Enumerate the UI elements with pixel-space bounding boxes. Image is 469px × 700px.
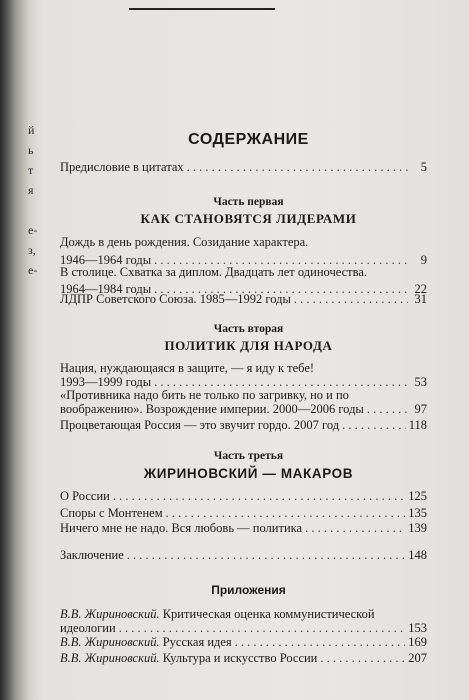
leader-dots [305, 520, 405, 537]
part-label: Часть первая [213, 196, 284, 208]
part-title: ЖИРИНОВСКИЙ — МАКАРОВ [143, 466, 354, 481]
part-label: Часть вторая [213, 323, 284, 335]
entry-title: ЛДПР Советского Союза. 1985—1992 годы [60, 292, 291, 306]
leader-dots [113, 488, 405, 505]
page-number: 148 [408, 548, 427, 562]
entry-title-wrap [60, 650, 317, 667]
toc-entry[interactable] [60, 520, 427, 537]
margin-fragment: я [28, 183, 34, 197]
page-number: 125 [408, 489, 427, 503]
book-spine-shadow [0, 0, 28, 700]
toc-entry[interactable] [60, 401, 427, 418]
toc-entry-line[interactable]: «Противника надо бить не только по загривку, но и по [60, 388, 349, 402]
entry-title: воображению». Возрождение империи. 2000—2006 годы [60, 402, 364, 416]
page-number: 139 [408, 521, 427, 535]
entry-title: идеологии [60, 621, 116, 635]
appendix-heading: Приложения [211, 583, 286, 597]
page-number: 207 [408, 651, 427, 665]
part-title: КАК СТАНОВЯТСЯ ЛИДЕРАМИ [140, 211, 357, 226]
page-number: 31 [414, 292, 427, 306]
page-number: 22 [414, 282, 427, 296]
toc-entry[interactable] [60, 650, 427, 667]
margin-fragment: т [28, 163, 34, 177]
leader-dots [294, 291, 408, 308]
entry-title: Споры с Монтенем [60, 506, 163, 520]
top-rule [129, 8, 275, 10]
toc-entry-line[interactable]: Нация, нуждающаяся в защите, — я иду к тебе! [60, 361, 315, 375]
leader-dots [127, 547, 406, 564]
page-number: 118 [408, 418, 427, 432]
entry-title: 1946—1964 годы [60, 253, 152, 267]
page-number: 97 [414, 402, 427, 416]
entry-title: Русская идея [162, 635, 232, 649]
toc-entry[interactable] [60, 488, 427, 505]
margin-fragment: й [28, 123, 35, 137]
page-number: 9 [420, 253, 427, 267]
part-title: ПОЛИТИК ДЛЯ НАРОДА [164, 338, 333, 353]
toc-entry-preface[interactable] [60, 159, 427, 176]
leader-dots [320, 650, 405, 667]
book-page [28, 0, 469, 700]
leader-dots [367, 401, 408, 418]
margin-fragment: ь [28, 143, 34, 157]
entry-title: Критическая оценка коммунистической [162, 607, 375, 621]
entry-title: Процветающая Россия — это звучит гордо. 2007 год [60, 418, 340, 432]
entry-title-wrap [60, 634, 232, 651]
entry-title: Культура и искусство России [162, 651, 318, 665]
page-number: 169 [408, 635, 427, 649]
toc-heading: СОДЕРЖАНИЕ [188, 131, 309, 148]
entry-author: В.В. Жириновский. [60, 651, 160, 665]
entry-title: Предисловие в цитатах [60, 160, 184, 174]
toc-entry[interactable] [60, 291, 427, 308]
toc-entry[interactable] [60, 417, 427, 434]
page-number: 53 [414, 375, 427, 389]
margin-fragment: з, [28, 243, 36, 257]
entry-author: В.В. Жириновский. [60, 635, 160, 649]
page-number: 135 [408, 506, 427, 520]
page-number: 153 [408, 621, 427, 635]
entry-title: Заключение [60, 548, 124, 562]
part-label: Часть третья [213, 450, 284, 462]
toc-entry[interactable] [60, 634, 427, 651]
page-number: 5 [420, 160, 427, 174]
toc-entry-conclusion[interactable] [60, 547, 427, 564]
entry-title: 1993—1999 годы [60, 375, 152, 389]
entry-title: 1964—1984 годы [60, 282, 152, 296]
entry-title: О России [60, 489, 110, 503]
leader-dots [187, 159, 408, 176]
margin-fragment: е- [28, 263, 38, 277]
entry-title: Ничего мне не надо. Вся любовь — политика [60, 521, 303, 535]
leader-dots [342, 417, 406, 434]
margin-fragment: е- [28, 223, 38, 237]
toc-entry-line[interactable]: Дождь в день рождения. Созидание характера. [60, 235, 309, 249]
entry-author: В.В. Жириновский. [60, 607, 160, 621]
toc-entry-line[interactable]: В столице. Схватка за диплом. Двадцать лет одиночества. [60, 265, 368, 279]
leader-dots [235, 634, 406, 651]
